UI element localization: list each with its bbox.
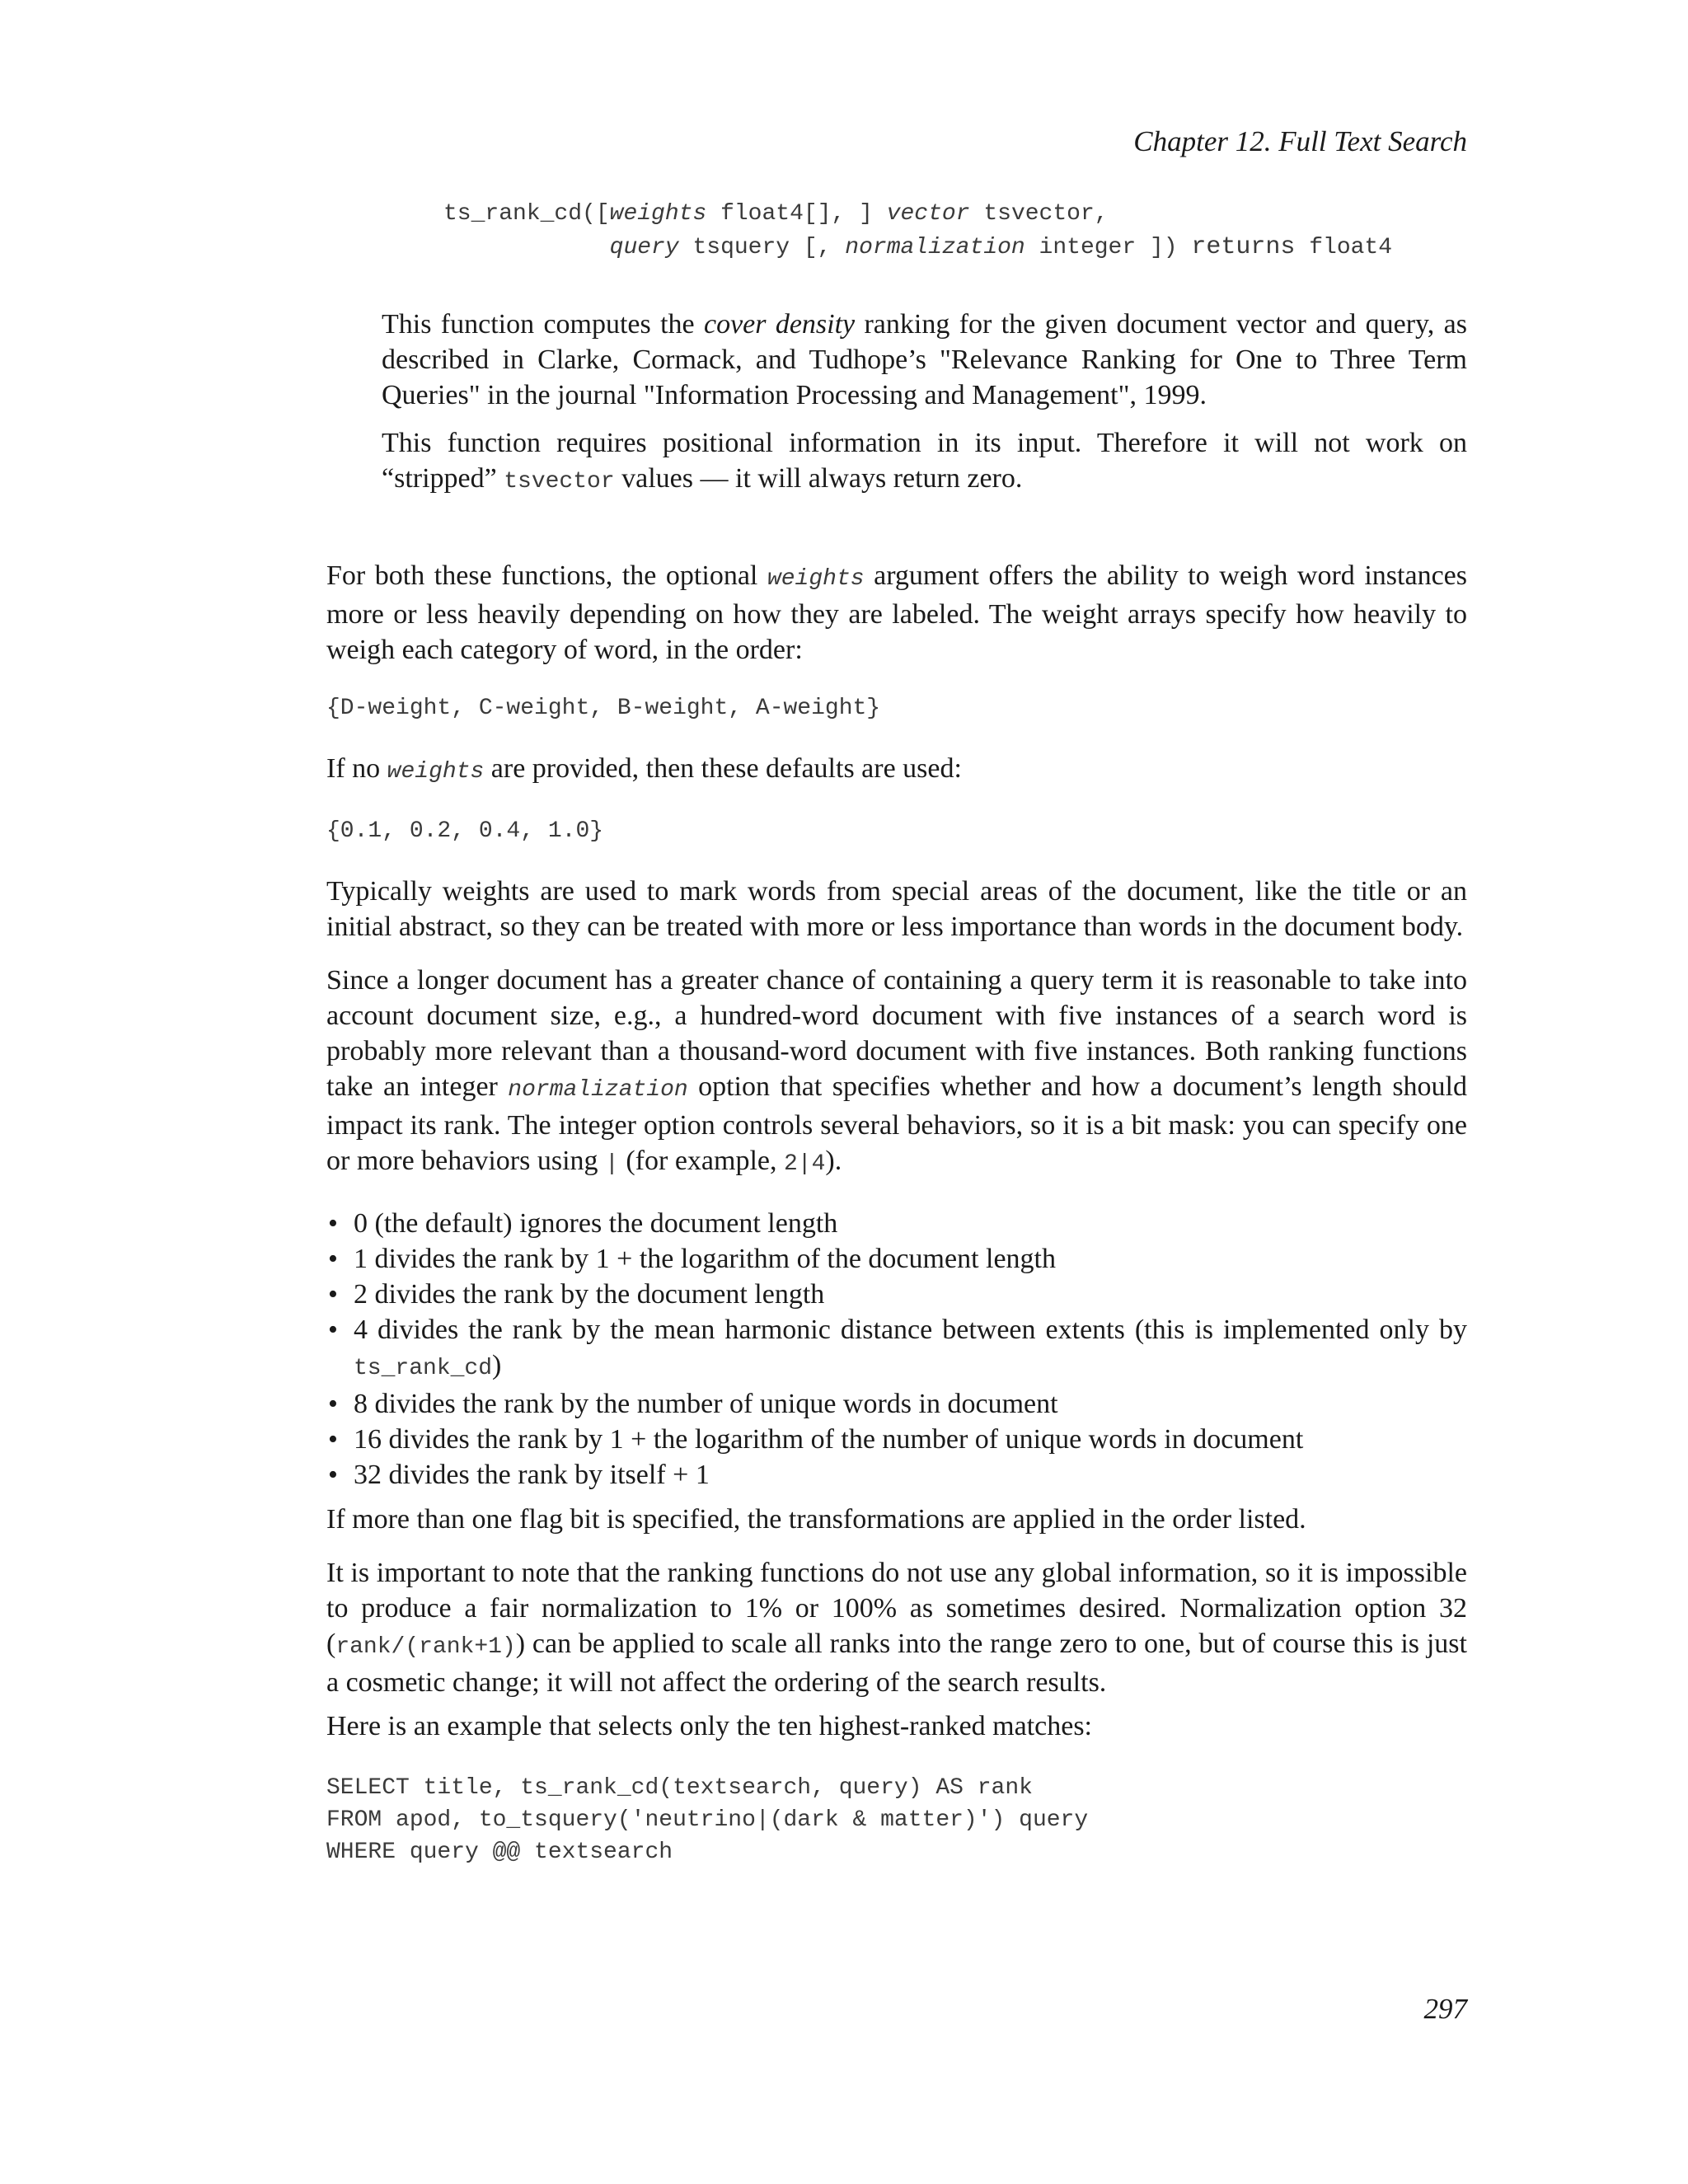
text: 16 divides the rank by 1 + the logarithm of the number of unique words in document [354,1424,1304,1455]
normalization-paragraph [326,963,1467,1182]
sig-text: tsquery [, [678,235,846,260]
running-header: Chapter 12. Full Text Search [1133,125,1467,157]
sig-normalization: normalization [845,235,1025,260]
code-line: FROM apod, to_tsquery('neutrino|(dark & matter)') query [326,1807,1089,1833]
text: If no [326,753,387,784]
text: are provided, then these defaults are used: [484,753,962,784]
text: ranking for the given document vector and query, as described in Clarke, Cormack, and Tudhope’s "Relevance Ranking for One to Three Term Queries" in the journal "Information Processing and Management", 1999. [382,309,1467,410]
code-defaults: {0.1, 0.2, 0.4, 1.0} [326,818,604,844]
bullet-icon: • [328,1460,338,1490]
inline-code: tsvector [504,469,615,494]
sig-query: query [609,235,679,260]
description-paragraph [382,307,1467,413]
list-item [326,1422,1467,1457]
text: 0 (the default) ignores the document length [354,1208,838,1239]
list-item [326,1277,1467,1312]
bullet-icon: • [328,1315,338,1345]
bullet-icon: • [328,1424,338,1455]
sig-text: integer ]) [1025,235,1192,260]
text: 1 divides the rank by 1 + the logarithm of the document length [354,1244,1056,1274]
inline-code: | [605,1151,619,1177]
flag-order-paragraph: If more than one flag bit is specified, the transformations are applied in the order listed. [326,1504,1306,1535]
text: ) can be applied to scale all ranks into the range zero to one, but of course this is just a cosmetic change; it will not affect the ordering of the search results. [326,1629,1467,1698]
text: Since a longer document has a greater chance of containing a query term it is reasonable to take into account document size, e.g., a hundred-word document with five instances of a search word is probably more relevant than a thousand-word document with five instances. Both ranking functions take an integer [326,965,1467,1102]
bullet-icon: • [328,1244,338,1274]
bullet-icon: • [328,1208,338,1239]
weights-usage-paragraph: Typically weights are used to mark words from special areas of the document, like the title or an initial abstract, so they can be treated with more or less importance than words in the document body. [326,876,1467,942]
text: This function requires positional information in its input. Therefore it will not work on “stripped” [382,428,1467,494]
text: 2 divides the rank by the document length [354,1279,825,1310]
emphasis-cover-density: cover density [703,309,856,340]
sig-vector: vector [886,201,970,227]
text: 32 divides the rank by itself + 1 [354,1460,710,1490]
list-item [326,1386,1467,1422]
text: 4 divides the rank by the mean harmonic distance between extents (this is implemented only by [354,1315,1467,1345]
sig-fn: ts_rank_cd([ [443,201,610,227]
inline-code: weights [767,566,865,592]
page-number: 297 [1423,1993,1467,2025]
sig-text: float4[], ] [706,201,887,227]
function-signature [443,198,1392,265]
positional-info-paragraph [382,425,1467,499]
bullet-icon: • [328,1279,338,1310]
code-line: WHERE query @@ textsearch [326,1840,673,1865]
inline-code: ts_rank_cd [354,1356,493,1381]
text: For both these functions, the optional [326,560,767,591]
sig-text: float4 [1295,235,1393,260]
global-info-paragraph [326,1555,1467,1700]
sig-weights: weights [609,201,707,227]
text: ) [492,1350,502,1380]
bullet-icon: • [328,1389,338,1419]
list-item [326,1241,1467,1277]
code-example [326,1772,1088,1868]
inline-code: weights [387,759,485,785]
defaults-paragraph [326,751,1467,790]
example-intro-paragraph: Here is an example that selects only the ten highest-ranked matches: [326,1711,1093,1741]
text: (for example, [618,1146,784,1176]
text: argument offers the ability to weigh word instances more or less heavily depending on how they are labeled. The weight arrays specify how heavily to weigh each category of word, in the order: [326,560,1467,665]
normalization-options-list [326,1206,1467,1493]
text: option that specifies whether and how a document’s length should impact its rank. The integer option controls several behaviors, so it is a bit mask: you can specify one or more behaviors using [326,1071,1467,1176]
text: 8 divides the rank by the number of unique words in document [354,1389,1058,1419]
sig-indent [443,235,610,260]
list-item [326,1457,1467,1493]
list-item [326,1312,1467,1386]
text: This function computes the [382,309,704,340]
text: ). [825,1146,842,1176]
inline-code: rank/(rank+1) [335,1634,516,1660]
inline-code: 2|4 [784,1151,826,1177]
weights-paragraph [326,558,1467,668]
inline-code: normalization [508,1077,688,1103]
code-line: SELECT title, ts_rank_cd(textsearch, query) AS rank [326,1775,1033,1801]
list-item [326,1206,1467,1241]
text: values — it will always return zero. [614,463,1023,494]
code-weights-order: {D-weight, C-weight, B-weight, A-weight} [326,696,881,721]
text: It is important to note that the ranking functions do not use any global information, so it is impossible to produce a fair normalization to 1% or 100% as sometimes desired. Normalization option 32 ( [326,1558,1467,1659]
sig-returns: returns [1191,233,1296,261]
sig-text: tsvector, [969,201,1109,227]
